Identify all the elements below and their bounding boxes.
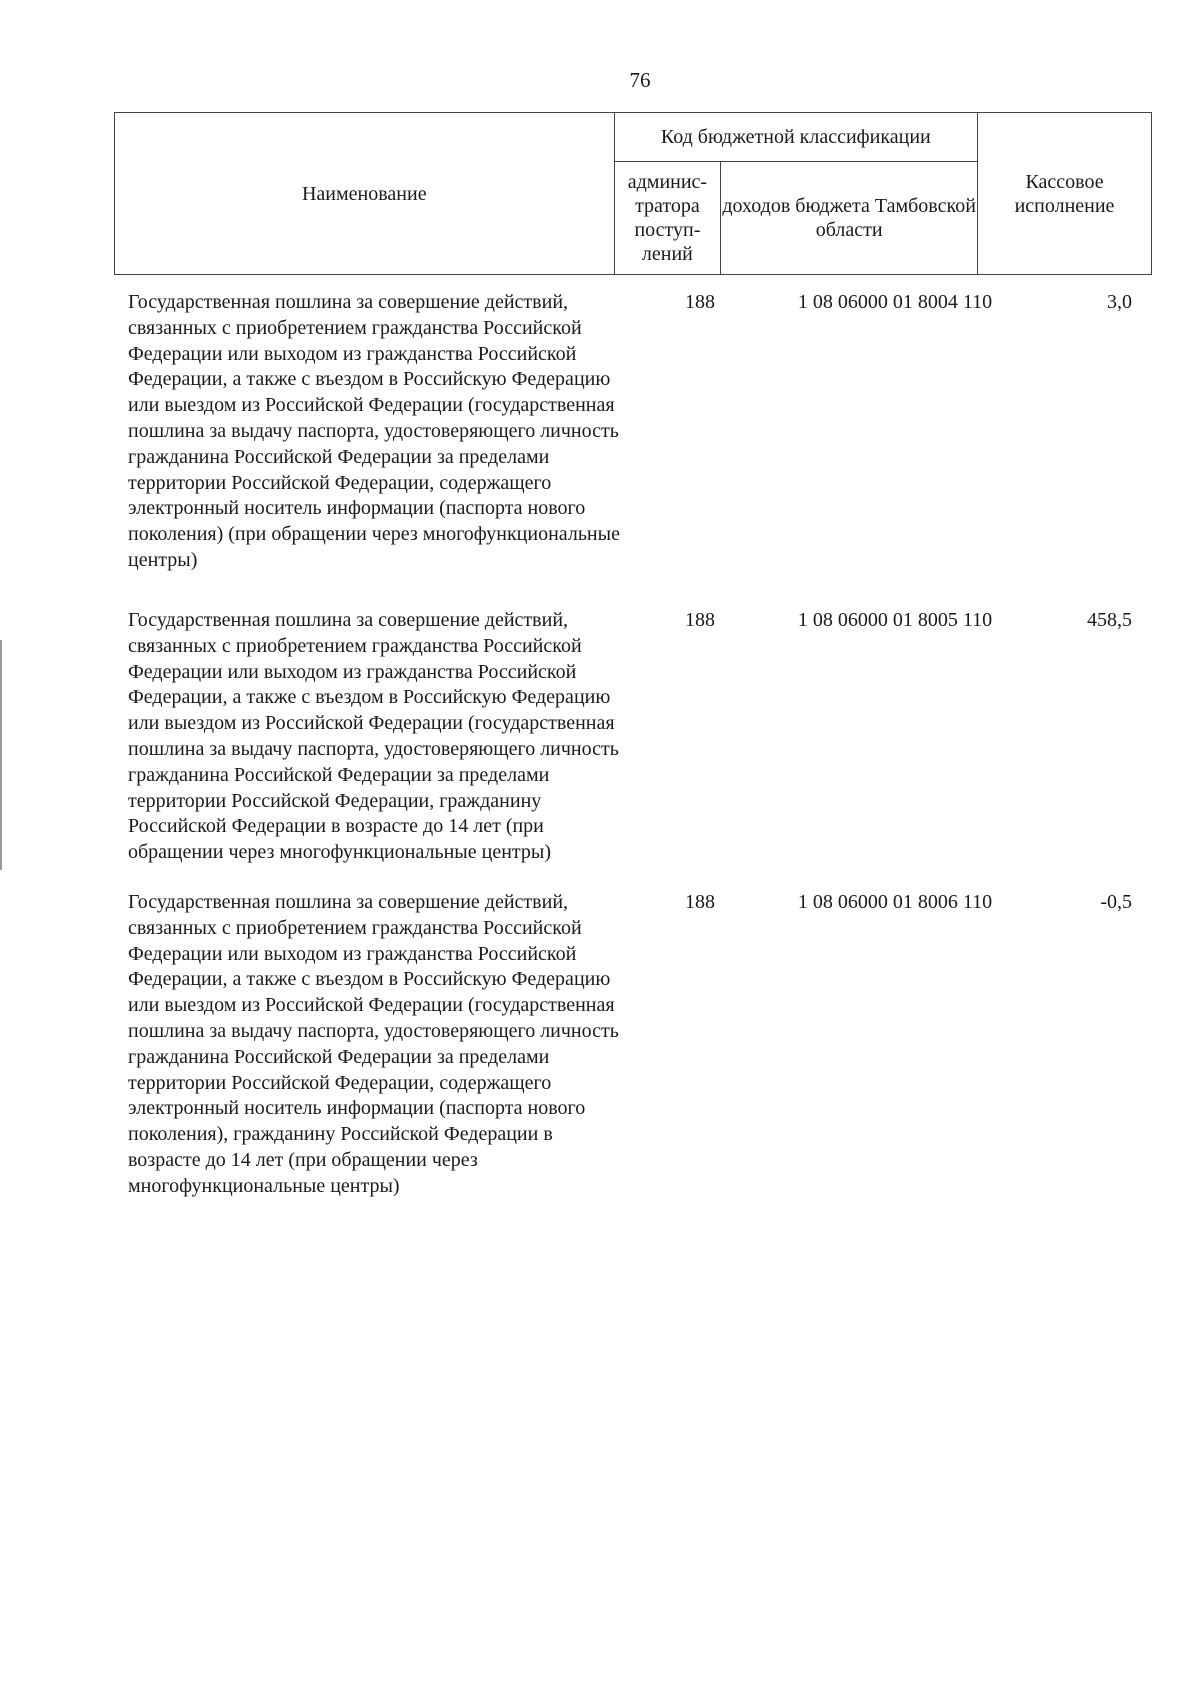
- header-income: доходов бюджета Тамбовской области: [721, 162, 978, 275]
- row-admin-code: 188: [685, 609, 715, 631]
- row-name: Государственная пошлина за совершение действий, связанных с приобретением гражданства Российской Федерации или выходом из гражданства Российской Федерации, а также с въездом в Российскую Федерацию или выездом из Российской Федерации (государственная пошлина за выдачу паспорта, удостоверяющего личность гражданина Российской Федерации за пределами территории Российской Федерации, содержащего электронный носитель информации (паспорта нового поколения), гражданину Российской Федерации в возрасте до 14 лет (при обращении через многофункциональные центры): [128, 891, 619, 1197]
- row-name: Государственная пошлина за совершение действий, связанных с приобретением гражданства Российской Федерации или выходом из гражданства Российской Федерации, а также с въездом в Российскую Федерацию или выездом из Российской Федерации (государственная пошлина за выдачу паспорта, удостоверяющего личность гражданина Российской Федерации за пределами территории Российской Федерации, гражданину Российской Федерации в возрасте до 14 лет (при обращении через многофункциональные центры): [128, 609, 619, 864]
- header-name: Наименование: [115, 113, 615, 275]
- header-code-group: Код бюджетной классификации: [614, 113, 977, 162]
- row-execution-value: 3,0: [1107, 291, 1132, 313]
- scan-edge-mark: [0, 640, 2, 870]
- row-admin-code: 188: [685, 891, 715, 913]
- row-name: Государственная пошлина за совершение действий, связанных с приобретением гражданства Российской Федерации или выходом из гражданства Российской Федерации, а также с въездом в Российскую Федерацию или выездом из Российской Федерации (государственная пошлина за выдачу паспорта, удостоверяющего личность гражданина Российской Федерации за пределами территории Российской Федерации, содержащего электронный носитель информации (паспорта нового поколения) (при обращении через многофункциональные центры): [128, 291, 620, 571]
- header-execution: Кассовое исполнение: [978, 113, 1152, 275]
- row-execution-value: -0,5: [1100, 891, 1132, 913]
- page-number: 76: [629, 68, 651, 92]
- header-admin: админис-тратора поступ-лений: [614, 162, 721, 275]
- row-income-code: 1 08 06000 01 8004 110: [797, 291, 993, 313]
- row-income-code: 1 08 06000 01 8005 110: [797, 609, 993, 631]
- row-income-code: 1 08 06000 01 8006 110: [797, 891, 993, 913]
- table-header: [114, 112, 1152, 275]
- row-admin-code: 188: [685, 291, 715, 313]
- row-execution-value: 458,5: [1087, 609, 1132, 631]
